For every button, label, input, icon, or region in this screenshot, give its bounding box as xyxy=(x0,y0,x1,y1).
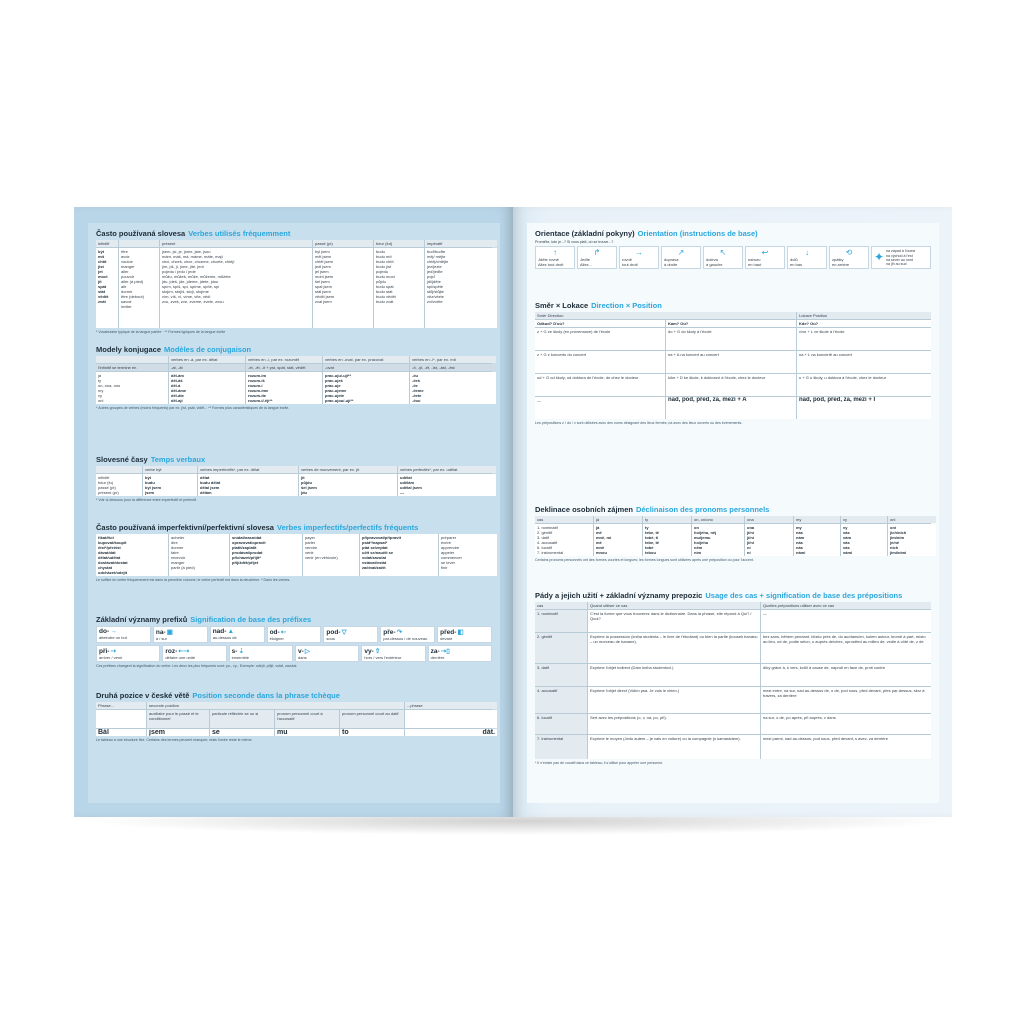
prefix-row xyxy=(96,626,492,643)
prefix-tile xyxy=(437,626,492,643)
case-usage: Sert avec les prépositions (o, v, na, po, při). xyxy=(588,714,760,734)
tile-label-fr: Allez... xyxy=(580,262,593,268)
title-fr: Position seconde dans la phrase tchèque xyxy=(192,691,340,700)
title-fr: Modèles de conjugaison xyxy=(164,345,252,354)
below-icon: ▽ xyxy=(341,629,347,636)
front-icon: ◧ xyxy=(457,629,464,636)
prefix-tile xyxy=(229,645,293,662)
right-page-content xyxy=(527,223,939,803)
split-arrows-icon: ⇠⇢ xyxy=(178,648,190,655)
section-frequent-verbs xyxy=(96,229,492,334)
table-header: vy xyxy=(841,516,887,523)
row-label: l'infinitif se termine en xyxy=(96,364,168,371)
prefix-tile xyxy=(295,645,359,662)
example-word: to xyxy=(340,729,404,736)
title-cz: Směr × Lokace xyxy=(535,301,589,310)
example-word: mu xyxy=(275,729,339,736)
direction-cell: na + A na koncert au concert xyxy=(666,351,796,373)
footnote: Le suffixe en verbe fréquemment est dans la première colonne; le verbe perfectif est dans la deuxième. * Dans les verbes. xyxy=(96,578,291,582)
direction-cell: k/ke + D ke škole, k doktorovi à l'école, chez le docteur xyxy=(666,374,796,396)
open-brochure xyxy=(74,207,952,824)
persons-column: já ty on, ona, ono my vy oni xyxy=(96,372,168,404)
footnote: * Autres groupes de verbes (moins fréquents) par ex. jíst, psát, vidět... ** Formes plus caractéristiques de la langue écrite. xyxy=(96,406,290,410)
case-name: 6. locatif xyxy=(535,714,587,734)
prefix: pod- xyxy=(326,629,341,636)
footnote: Les prépositions z / do / v sont utilisées avec des noms désignant des lieux fermés; na avec des lieux ouverts ou des événements. xyxy=(535,421,743,425)
title-fr: Verbes imperfectifs/perfectifs fréquents xyxy=(276,523,419,532)
conjugation-column: děl-ám děl-áš děl-á děl-áme děl-áte děl-ají xyxy=(169,372,245,404)
table-header: infinitif xyxy=(96,240,118,247)
tile-label: zpátky xyxy=(832,257,844,263)
prefix-meaning: sous xyxy=(326,636,335,641)
title-cz: Často používaná imperfektivní/perfektivní slovesa xyxy=(96,523,274,532)
column-header: Lokace Position xyxy=(797,312,931,319)
section-title xyxy=(96,455,492,464)
case-prepositions: — xyxy=(761,610,931,632)
prefix: do- xyxy=(99,628,110,635)
table-header: já xyxy=(594,516,642,523)
box-icon: ▣ xyxy=(166,629,173,636)
pronoun-column: já mě mně, mi mě mně mnou xyxy=(594,524,642,556)
case-usage: Exprime l'objet indirect (Dám kniha studentovi.) xyxy=(588,664,760,686)
table-header: Quand utiliser ce cas xyxy=(588,602,760,609)
case-prepositions: bez sans, během pendant, blízko près de, do au/dans/en, kolem autour, kromě à part, místo au lieu, od de, podle selon, u auprès de/chez, uprostřed au milieu de, vedle à côté de, z de xyxy=(761,633,931,663)
tile-label: Jeďte xyxy=(580,257,591,263)
section-tenses xyxy=(96,455,492,502)
pronouns-table xyxy=(535,516,931,556)
verbs-table xyxy=(96,240,492,328)
conjugation-table xyxy=(96,356,492,404)
prefix-meaning: au-dessus de xyxy=(212,635,237,640)
table-header: verbes en -ovat, par ex. pracovat xyxy=(323,356,409,363)
up-arrow-icon: ↑ xyxy=(553,248,557,258)
verb-translations: payer parler vendre venir venir (en véhicule) xyxy=(303,534,359,576)
table-header: my xyxy=(794,516,840,523)
case-usage: C'est la forme que vous trouverez dans le dictionnaire. Dans la phrase, elle répond à Qui? / Quoi? xyxy=(588,610,760,632)
arrow-right-icon: ⇢ xyxy=(110,648,117,655)
direction-tile xyxy=(703,246,743,269)
case-prepositions: díky grâce à, k vers, kvůli à cause de, naproti en face de, proti contre xyxy=(761,664,931,686)
table-header: passé (pt) xyxy=(313,240,373,247)
compass-labels: na západ à l'ouest na východ à l'est na sever au nord na jih au sud xyxy=(886,249,916,267)
prefix-meaning: à / sur xyxy=(155,636,167,641)
tense-column: jít půjdu šel jsem jdu xyxy=(299,474,397,496)
section-second-position xyxy=(96,691,495,742)
phrase-label: Phrase... xyxy=(96,702,146,709)
direction-cell: nad, pod, před, za, mezi + A xyxy=(666,397,796,419)
sublabel: particule réfléchie se ou si xyxy=(210,710,274,728)
above-icon: ▲ xyxy=(227,628,234,635)
title-fr: Temps verbaux xyxy=(150,455,206,464)
example-word: se xyxy=(210,729,274,736)
table-header: verbes perfectifs*, par ex. udělat xyxy=(398,466,496,473)
prefix: na- xyxy=(155,629,166,636)
title-fr: Déclinaison des pronoms personnels xyxy=(635,505,770,514)
section-title xyxy=(96,523,492,532)
title-fr: Signification de base des préfixes xyxy=(190,615,312,624)
direction-cell: na + L na koncertě au concert xyxy=(797,351,931,373)
direction-cell: v/ve + L ve škole à l'école xyxy=(797,328,931,350)
table-header: verbe být xyxy=(143,466,197,473)
example-word: Bál xyxy=(96,729,146,736)
down-arrow-icon: ⇣ xyxy=(238,648,245,655)
sublabel: pronom personnel court à l'accusatif xyxy=(275,710,339,728)
infinitive-column: být mít chtít jíst jet moct jít spát stát vědět zvát xyxy=(96,248,118,328)
table-header: verbes en -á, par ex. dělat xyxy=(169,356,245,363)
cases-table xyxy=(535,602,931,759)
pronoun-column: ty tebe, tě tobě, ti tebe, tě tobě tebou xyxy=(643,524,691,556)
case-name: 3. datif xyxy=(535,664,587,686)
prefix: s- xyxy=(231,648,238,655)
direction-table xyxy=(535,312,931,419)
title-cz: Orientace (základní pokyny) xyxy=(535,229,635,238)
prefix: v- xyxy=(298,648,304,655)
prefix-meaning: devant xyxy=(440,636,453,641)
second-position-label: seconde position xyxy=(147,702,404,709)
direction-cell: — xyxy=(535,397,665,419)
section-prefixes xyxy=(96,615,492,668)
tile-label: dolů xyxy=(790,257,798,263)
tense-column: být budu byl jsem jsem xyxy=(143,474,197,496)
table-header: on, on/ono xyxy=(692,516,744,523)
prefix: od- xyxy=(269,629,280,636)
sublabel: auxiliaire pour le passé et le conditionnel xyxy=(147,710,209,728)
position-table xyxy=(96,702,495,736)
verb-pairs: připravovat/připravit psát*/napsat* ptát se/zeptat učit se/naučit se volat/zavolat vstávat/vstát začínat/začít xyxy=(360,534,438,576)
table-header: ty xyxy=(643,516,691,523)
right-page xyxy=(513,207,952,817)
direction-tile xyxy=(535,246,575,269)
pronoun-column: vy vás vám vás vás vámi xyxy=(841,524,887,556)
prefix-meaning: hors / vers l'extérieur xyxy=(364,655,402,660)
up-right-arrow-icon: ↗ xyxy=(677,248,685,258)
prefix-tile xyxy=(210,626,265,643)
down-arrow-icon: ↓ xyxy=(805,248,809,258)
left-page xyxy=(74,207,513,817)
conjugation-column: prac-uju/-uji** prac-uješ prac-uje prac-ujeme prac-ujete prac-ujou/-ují** xyxy=(323,372,409,404)
footnote: Certains pronoms personnels ont des formes courtes et longues; les formes longues sont utilisées après une préposition ou pour l'accent. xyxy=(535,558,754,562)
section-title xyxy=(535,505,931,514)
footnote: * Voir ci-dessous pour la différence entre imperfectif et perfectif. xyxy=(96,498,198,502)
case-usage: Exprime l'objet direct (Vidím psa. Je vois le chien.) xyxy=(588,687,760,713)
direction-cell: od + G od školy, od doktora de l'école, de chez le docteur xyxy=(535,374,665,396)
right-arrow-icon: → xyxy=(635,248,643,258)
section-orientation xyxy=(535,229,931,269)
direction-tile xyxy=(787,246,827,269)
table-header: oni xyxy=(888,516,936,523)
prefix-tile xyxy=(323,626,378,643)
pronoun-column: oni jich/nich jim/nim je/ně nich jimi/nimi xyxy=(888,524,936,556)
ending-cell: -ovat xyxy=(323,364,409,371)
section-title xyxy=(96,615,492,624)
prefix-meaning: défaire une unité xyxy=(165,655,196,660)
title-cz: Často používaná slovesa xyxy=(96,229,186,238)
tile-label-fr: tout droit xyxy=(622,262,638,268)
ending-cell: -ít, -ýt, -ét, -íst, -ást, -ést xyxy=(410,364,496,371)
table-header: cas xyxy=(535,516,593,523)
title-cz: Deklinace osobních zájmen xyxy=(535,505,633,514)
conjugation-column: rozum-ím rozum-íš rozum-í rozum-íme rozum-íte rozum-í/-ějí** xyxy=(246,372,322,404)
table-header: verbes en -í, par ex. rozumět xyxy=(246,356,322,363)
into-icon: ▷ xyxy=(304,648,310,655)
compass-tile xyxy=(871,246,931,269)
french-column: être avoir vouloir manger aller pouvoir aller (à pied) allr dormir être (debout) savoir inviter xyxy=(119,248,159,328)
over-arrow-icon: ↷ xyxy=(396,629,403,636)
arrow-icon: → xyxy=(110,628,117,635)
table-header: futur (fut) xyxy=(374,240,424,247)
question-cell: Kam? Où? xyxy=(666,320,796,327)
table-header xyxy=(96,466,142,473)
ending-cell: -et, -ět, -it + pst, spát, stát, vědět xyxy=(246,364,322,371)
verb-translations: préparer écrire apprendre appeler commencer se lever finir xyxy=(439,534,497,576)
tile-label-fr: à gauche xyxy=(706,262,723,268)
ending-cell: -at, -át xyxy=(169,364,245,371)
direction-cell: z + G z koncertu du concert xyxy=(535,351,665,373)
footnote: Ces préfixes changent la signification du verbe. Les deux les plus fréquents sont: po-, vy-. Exemple: odejít, přijít, vstát, zavolat. xyxy=(96,664,298,668)
prefix-tile xyxy=(96,626,151,643)
prefix-tile xyxy=(361,645,425,662)
prefix-tile xyxy=(96,645,160,662)
title-fr: Usage des cas + signification de base des prépositions xyxy=(705,591,903,600)
return-arrow-icon: ↩ xyxy=(761,248,769,258)
up-arrow-icon: ⇧ xyxy=(374,648,381,655)
prefix-row xyxy=(96,645,492,662)
direction-cell: nad, pod, před, za, mezi + I xyxy=(797,397,931,419)
tile-label-fr: en arrière xyxy=(832,262,850,268)
sublabel: pronom personnel court au datif xyxy=(340,710,404,728)
tile-label-fr: à droite xyxy=(664,262,678,268)
title-fr: Verbes utilisés fréquemment xyxy=(188,229,291,238)
prefix: nad- xyxy=(212,628,227,635)
pronoun-column: on ho/jeho, něj mu/jemu ho/jeho něm ním xyxy=(692,524,744,556)
case-usage: Exprime la possession (kniha studenta – le livre de l'étudiant) ou bien la partie (kousek banánu – un morceau de banane). xyxy=(588,633,760,663)
case-prepositions: na sur, o de, po après, při auprès, v dans xyxy=(761,714,931,734)
back-arrow-icon: ⟲ xyxy=(845,248,853,258)
tile-label: rovně xyxy=(622,257,633,263)
prefix-tile xyxy=(267,626,322,643)
compass-icon: ✦ xyxy=(874,250,885,265)
question-cell: Kde? Où? xyxy=(797,320,931,327)
direction-tile xyxy=(619,246,659,269)
tile-label-fr: en bas xyxy=(790,262,803,268)
direction-cell: z + G ze školy (en provenance) de l'école xyxy=(535,328,665,350)
verb-translations: acheter dire donner faire recevoir manger partir (à pied) xyxy=(169,534,229,576)
aspect-table xyxy=(96,534,492,576)
table-header xyxy=(119,240,159,247)
section-aspect xyxy=(96,523,492,582)
table-header: présent xyxy=(160,240,312,247)
conjugation-column: -ču -češ -če -čeme -čete -čou xyxy=(410,372,496,404)
case-name: 2. génitif xyxy=(535,633,587,663)
turn-arrow-icon: ↱ xyxy=(593,248,601,258)
case-name: 1. nominatif xyxy=(535,610,587,632)
tense-column: dělat budu dělat dělal jsem dělám xyxy=(198,474,298,496)
tile-label: doleva xyxy=(706,257,718,263)
footnote: * Vocabulaire typique de la langue parlée · ** Formes typiques de la langue écrite xyxy=(96,330,226,334)
table-header: impératif xyxy=(425,240,497,247)
title-cz: Základní významy prefixů xyxy=(96,615,188,624)
section-conjugation xyxy=(96,345,492,410)
prefix-tile xyxy=(153,626,208,643)
prefix-tile xyxy=(428,645,492,662)
question-cell: Odkud? D'où? xyxy=(535,320,665,327)
tense-column: udělat udělám udělal jsem — xyxy=(398,474,496,496)
section-cases xyxy=(535,591,931,765)
section-title xyxy=(535,301,931,310)
case-usage: Exprime le moyen (Jedu autem – je vais en voiture) ou la compagnie (s kamarádem). xyxy=(588,735,760,759)
title-fr: Direction × Position xyxy=(591,301,662,310)
prefix-meaning: arriver / venir xyxy=(99,655,123,660)
section-title xyxy=(535,229,931,238)
title-cz: Modely konjugace xyxy=(96,345,162,354)
pronoun-column: my nás nám nás nás námi xyxy=(794,524,840,556)
prefix-meaning: éloigner xyxy=(269,636,284,641)
case-prepositions: mezi entre, na sur, nad au-dessus de, o de, pod sous, před devant, přes par-dessus, skrz à travers, za derrière xyxy=(761,687,931,713)
section-title xyxy=(535,591,931,600)
prefix-tile xyxy=(380,626,435,643)
imperative-column: buď/buďte měj/ mějte chtěj/chtějte jez/jezte jeď/jeďte pojď jdi/jděte spi/spěte stůj/stůjte věz/vězte zvi/zvěte xyxy=(425,248,497,328)
prefix-meaning: atteindre un but xyxy=(99,635,127,640)
tile-label-fr: Allez tout droit xyxy=(538,262,564,268)
table-header: verbes en -í*, par ex. mít xyxy=(410,356,496,363)
prefix: při- xyxy=(99,648,110,655)
direction-cell: do + G do školy à l'école xyxy=(666,328,796,350)
orientation-tiles xyxy=(535,246,931,269)
prefix: pře- xyxy=(383,629,396,636)
prefix: vy- xyxy=(364,648,374,655)
column-header: Směr Direction xyxy=(535,312,796,319)
direction-tile xyxy=(577,246,617,269)
case-prepositions: mezi parmi, nad au-dessus, pod sous, před devant, s avec, za derrière xyxy=(761,735,931,759)
title-cz: Druhá pozice v české větě xyxy=(96,691,190,700)
example-word: jsem xyxy=(147,729,209,736)
future-column: budu budu mít budu chtít budu jíst pojedu budu moct půjdu budu spát budu stát budu vědět budu zvát xyxy=(374,248,424,328)
phrase-label: ...phrase xyxy=(405,702,497,709)
tile-label-fr: en haut xyxy=(748,262,762,268)
case-name: 4. accusatif xyxy=(535,687,587,713)
table-header: verbes de mouvement, par ex. jít xyxy=(299,466,397,473)
prefix-meaning: ensemble xyxy=(231,655,249,660)
table-header: Quelles prépositions utiliser avec ce cas xyxy=(761,602,931,609)
prefix: před- xyxy=(440,629,457,636)
prefix-meaning: derrière xyxy=(430,655,445,660)
section-direction-position xyxy=(535,301,931,425)
table-header: cas xyxy=(535,602,587,609)
pronoun-column: ona jí/ní jí/ní ji/ni ní ní xyxy=(745,524,793,556)
left-page-content xyxy=(88,223,500,803)
present-column: jsem, jsi, je, jsme, jste, jsou mám, máš, má, máme, máte, mají chci, chceš, chce, chceme, chcete, chtějí jím, jíš, jí, jíme, jíte, jedí pojedu / jedu / jede můžu, můžeš, může, můžeme, můžete jdu, jdeš, jde, jdeme, jdete, jdou spím, spíš, spí, spíme, spíte, spí stojím, stojíš, stojí, stojíme vím, víš, ví, víme, víte, vědí zvu, zveš, zve, zveme, zvete, zvou xyxy=(160,248,312,328)
title-cz: Slovesné časy xyxy=(96,455,148,464)
example-word: dát. xyxy=(405,729,497,736)
tenses-table xyxy=(96,466,492,496)
section-title xyxy=(96,229,492,238)
footnote: Le tableau a une structure fixe. Certains des termes peuvent manquer, mais l'ordre reste le même. xyxy=(96,738,253,742)
prefix-meaning: dans xyxy=(298,655,307,660)
tile-label: Jděte rovně xyxy=(538,257,559,263)
direction-tile xyxy=(745,246,785,269)
arrow-left-icon: ⇠ xyxy=(280,629,287,636)
tile-label: nahoru xyxy=(748,257,761,263)
verb-pairs: říkat/říct kupovat/koupit číst*/přečíst dávat/dát dělat/udělat dostávat/dostat chystat odcházet/odejít xyxy=(96,534,168,576)
tile-label: doprava xyxy=(664,257,679,263)
behind-icon: ⇢▯ xyxy=(440,648,450,655)
section-title xyxy=(96,345,492,354)
direction-cell: u + G u školy, u doktora à l'école, chez le docteur xyxy=(797,374,931,396)
up-left-arrow-icon: ↖ xyxy=(719,248,727,258)
footnote: * Il n'existe pas de vocatif dans ce tableau; il s'utilise pour appeler une personne. xyxy=(535,761,664,765)
table-header: ona xyxy=(745,516,793,523)
orientation-prompt: Promiňte, kde je...? Si vous plaît, où se trouve...? xyxy=(535,240,614,244)
case-name: 7. instrumental xyxy=(535,735,587,759)
verb-pairs: snídat/nasnídat opravovat/opravit platit/zaplatit prodávat/prodat přicházet/přijít* přijíždět/přijet xyxy=(230,534,302,576)
direction-tile xyxy=(829,246,869,269)
direction-tile xyxy=(661,246,701,269)
table-header xyxy=(96,356,168,363)
title-cz: Pády a jejich užití + základní významy prepozic xyxy=(535,591,703,600)
table-header: verbes imperfectifs*, par ex. dělat xyxy=(198,466,298,473)
past-column: byl jsem měl jsem chtěl jsem jedl jsem jel jsem mohl jsem šel jsem spal jsem stál jsem věděl jsem zval jsem xyxy=(313,248,373,328)
tense-labels: infinitif futur (fu) passé (pt) présent (pr) xyxy=(96,474,142,496)
prefix-meaning: par-dessus / de nouveau xyxy=(383,636,428,641)
title-fr: Orientation (instructions de base) xyxy=(637,229,758,238)
case-labels: 1. nominatif 2. génitif 3. datif 4. accusatif 6. locatif 7. instrumental xyxy=(535,524,593,556)
prefix: za- xyxy=(430,648,440,655)
prefix: roz- xyxy=(165,648,178,655)
section-pronouns xyxy=(535,505,931,562)
section-title xyxy=(96,691,492,700)
prefix-tile xyxy=(162,645,226,662)
